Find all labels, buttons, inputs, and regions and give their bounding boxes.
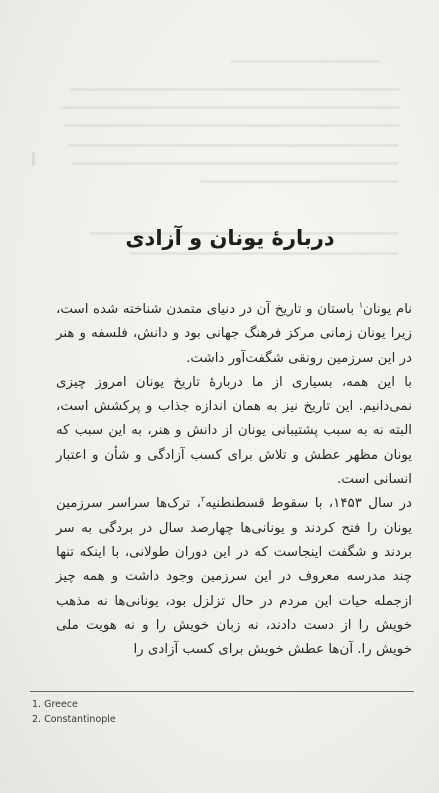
text-run: ، ترک‌ها سراسر سرزمین یونان را فتح کردند و یونانی‌ها چهارصد سال در بردگی به سر بردند و شگفت اینجاست که در این دوران طولانی، با اینکه تنها چند مدرسه معروف در این سرزمین وجود داشت و همه چیز ازجمله حیات این مردم در حال تزلزل بود، یونانی‌ها نه مذهب خویش را از دست دادند، نه زبان خویش را و نه هویت ملی خویش را. آن‌ها عطش خویش برای کسب آزادی را [56, 496, 412, 658]
text-run: در سال ۱۴۵۳، با سقوط قسطنطنیه [205, 496, 412, 512]
text-run: نام یونان [363, 302, 412, 317]
chapter-title: دربارهٔ یونان و آزادی [125, 226, 335, 250]
paragraph [56, 492, 412, 662]
footnotes [32, 697, 292, 727]
footnote-divider [30, 691, 414, 692]
text-run: باستان و تاریخ آن در دنیای متمدن شناخته شده است، زیرا یونان زمانی مرکز فرهنگ جهانی بود و دانش، فلسفه و هنر در این سرزمین رونقی شگفت‌آور داشت. [56, 302, 412, 366]
text-run: با این همه، بسیاری از ما دربارهٔ تاریخ یونان امروز چیزی نمی‌دانیم. این تاریخ نیز به همان اندازه جذاب و پرکشش است، البته نه به سبب پشتیبانی یونان از دانش و هنر، به این سبب که یونان مظهر عطش و تلاش برای کسب آزادگی و شأن و اعتبار انسانی است. [56, 374, 412, 488]
footnote-1: 1. Greece [32, 699, 78, 710]
footnote-2: 2. Constantinople [32, 714, 116, 725]
body-text [56, 298, 412, 662]
paragraph [56, 371, 412, 492]
footnote-ref-2: ۲ [200, 494, 206, 504]
paragraph [56, 298, 412, 371]
footnote-ref-1: ۱ [358, 300, 364, 310]
